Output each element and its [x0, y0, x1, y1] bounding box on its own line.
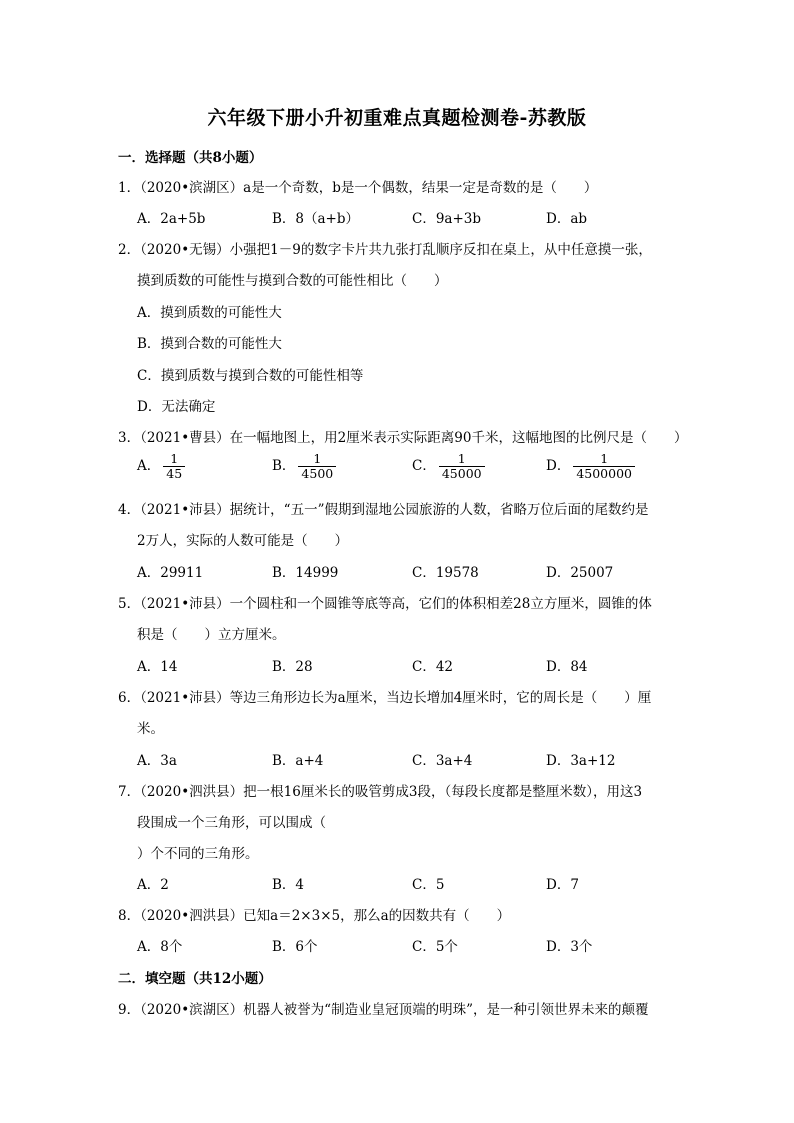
option-b: B．14999 [272, 565, 339, 581]
question-number: 3． [118, 430, 141, 446]
option-c: C．5个 [412, 939, 458, 955]
option-a: A．摸到质数的可能性大 [137, 305, 282, 321]
question-number: 8． [118, 908, 141, 924]
question-source: （2020•无锡） [140, 242, 230, 258]
question-stem-line2: 米。 [137, 721, 164, 737]
option-a: A．3a [137, 753, 177, 769]
fraction: $\frac{1}{4500000}$ [573, 452, 635, 481]
question-stem-line1: 把一根16厘米长的吸管剪成3段，（每段长度都是整厘米数），用这3 [243, 784, 643, 800]
question-3 [118, 426, 688, 446]
question-source: （2021•沛县） [140, 596, 230, 612]
question-4 [118, 498, 678, 518]
option-a: A．2 [137, 877, 169, 893]
question-9 [118, 998, 678, 1018]
option-d: D．7 [546, 877, 579, 893]
question-number: 4． [118, 502, 141, 518]
question-source: （2021•曹县） [140, 430, 230, 446]
question-number: 2． [118, 242, 141, 258]
option-d: D．3个 [546, 939, 593, 955]
question-number: 9． [118, 1002, 141, 1018]
question-source: （2021•沛县） [140, 502, 230, 518]
option-c: C．42 [412, 659, 454, 675]
question-stem-line1: 据统计，“五一”假期到湿地公园旅游的人数，省略万位后面的尾数约是 [229, 502, 649, 518]
question-2 [118, 238, 678, 258]
question-stem-line2: 摸到质数的可能性与摸到合数的可能性相比（ ） [137, 273, 448, 289]
question-stem-line3: ）个不同的三角形。 [137, 846, 259, 862]
question-number: 7． [118, 784, 141, 800]
option-a: A．29911 [137, 565, 204, 581]
question-source: （2021•沛县） [140, 690, 230, 706]
page-title: 六年级下册小升初重难点真题检测卷-苏教版 [207, 107, 587, 129]
question-number: 5． [118, 596, 141, 612]
question-stem-line1: 小强把1－9的数字卡片共九张打乱顺序反扣在桌上，从中任意摸一张， [229, 242, 652, 258]
option-c: C．19578 [412, 565, 479, 581]
option-c: C．3a+4 [412, 753, 473, 769]
question-stem: a是一个奇数，b是一个偶数，结果一定是奇数的是（ ） [243, 180, 598, 196]
question-stem: 机器人被誉为“制造业皇冠顶端的明珠”，是一种引领世界未来的颠覆 [243, 1002, 649, 1018]
question-stem-line2: 段围成一个三角形，可以围成（ [137, 815, 326, 831]
question-5 [118, 592, 678, 612]
question-stem-line2: 2万人，实际的人数可能是（ ） [137, 533, 349, 549]
question-source: （2020•滨湖区） [140, 1002, 244, 1018]
question-stem: 已知a＝2×3×5，那么a的因数共有（ ） [243, 908, 511, 924]
question-source: （2020•泗洪县） [140, 784, 244, 800]
option-a: A．8个 [137, 939, 183, 955]
option-a: A．14 [137, 659, 178, 675]
question-stem-line1: 等边三角形边长为a厘米，当边长增加4厘米时，它的周长是（ ）厘 [229, 690, 652, 706]
option-b: B．6个 [272, 939, 318, 955]
section-heading-choice: 一．选择题（共8小题） [118, 150, 263, 166]
option-c: C． $\frac{1}{45000}$ [412, 452, 485, 481]
question-number: 1． [118, 180, 141, 196]
option-c: C．9a+3b [412, 211, 482, 227]
option-d: D．84 [546, 659, 588, 675]
fraction: $\frac{1}{45000}$ [439, 452, 485, 481]
option-b: B．摸到合数的可能性大 [137, 336, 282, 352]
question-stem-line1: 一个圆柱和一个圆锥等底等高，它们的体积相差28立方厘米，圆锥的体 [229, 596, 652, 612]
option-d: D．25007 [546, 565, 614, 581]
question-source: （2020•泗洪县） [140, 908, 244, 924]
question-1 [118, 176, 678, 196]
option-a: A．2a+5b [137, 211, 206, 227]
option-d: D．无法确定 [137, 399, 216, 415]
question-number: 6． [118, 690, 141, 706]
option-d: D．3a+12 [546, 753, 616, 769]
section-heading-fill: 二．填空题（共12小题） [118, 971, 272, 987]
option-d: D． $\frac{1}{4500000}$ [546, 452, 635, 481]
option-c: C．摸到质数与摸到合数的可能性相等 [137, 368, 364, 384]
option-b: B．a+4 [272, 753, 324, 769]
fraction: $\frac{1}{4500}$ [298, 452, 336, 481]
option-b: B．8（a+b） [272, 211, 360, 227]
option-b: B．4 [272, 877, 305, 893]
option-d: D．ab [546, 211, 588, 227]
option-b: B． $\frac{1}{4500}$ [272, 452, 336, 481]
question-8 [118, 904, 678, 924]
fraction: $\frac{1}{45}$ [163, 452, 185, 481]
question-stem-line2: 积是（ ）立方厘米。 [137, 627, 286, 643]
question-6 [118, 686, 678, 706]
option-c: C．5 [412, 877, 445, 893]
question-stem: 在一幅地图上，用2厘米表示实际距离90千米，这幅地图的比例尺是（ ） [229, 430, 688, 446]
option-a: A． $\frac{1}{45}$ [137, 452, 185, 481]
question-source: （2020•滨湖区） [140, 180, 244, 196]
question-7 [118, 780, 678, 800]
option-b: B．28 [272, 659, 313, 675]
